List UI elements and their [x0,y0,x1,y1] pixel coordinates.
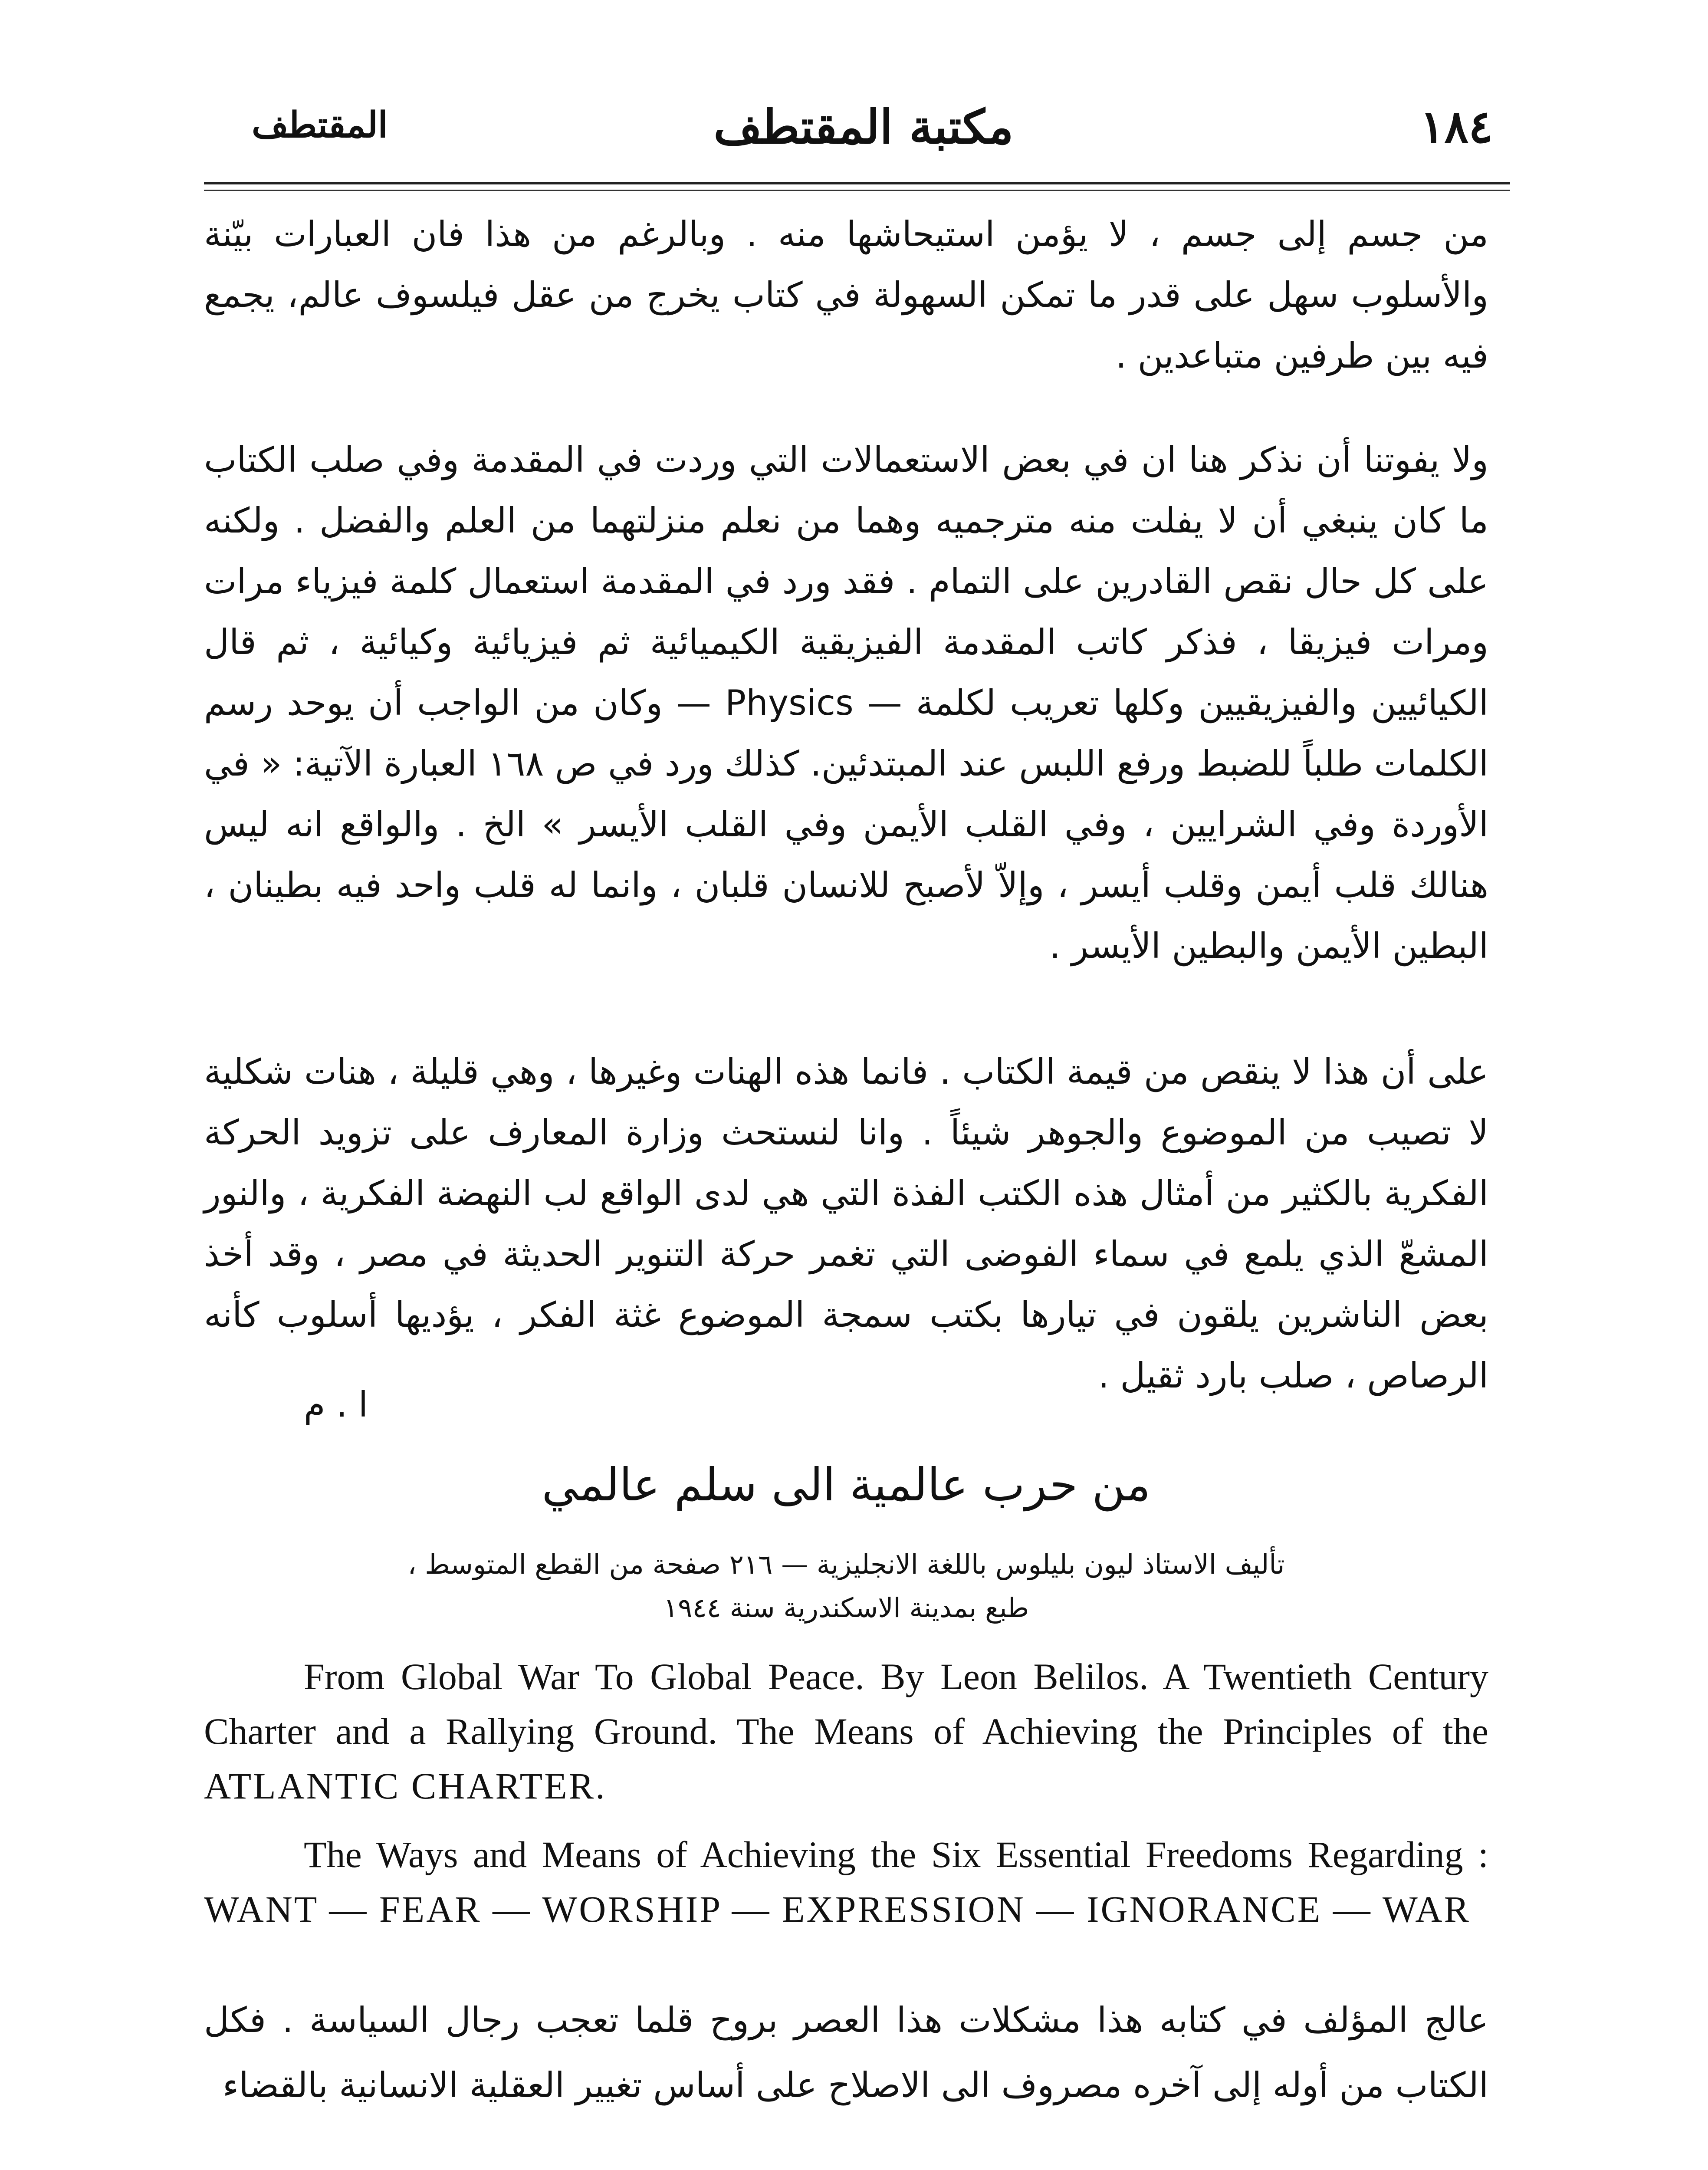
page-header [234,100,1493,169]
english-paragraph-1 [204,1649,1488,1813]
review1-paragraph-3: على أن هذا لا ينقص من قيمة الكتاب . فانما هذه الهنات وغيرها ، وهي قليلة ، هنات شكلية لا تصيب من الموضوع والجوهر شيئاً . وانا لنستحث وزارة المعارف على تزويد الحركة الفكرية بالكثير من أمثال هذه الكتب الفذة التي هي لدى الواقع لب النهضة الفكرية ، والنور المشعّ الذي يلمع في سماء الفوضى التي تغمر حركة التنوير الحديثة في مصر ، وقد أخذ بعض الناشرين يلقون في تيارها بكتب سمجة الموضوع غثة الفكر ، يؤديها أسلوب كأنه الرصاص ، صلب بارد ثقيل . [204,1052,1488,1396]
book-meta-line-1: تأليف الاستاذ ليون بليلوس باللغة الانجليزية — ٢١٦ صفحة من القطع المتوسط ، [407,1549,1285,1580]
review1-paragraph-1: من جسم إلى جسم ، لا يؤمن استيحاشها منه . وبالرغم من هذا فان العبارات بيّنة والأسلوب سهل على قدر ما تمكن السهولة في كتاب يخرج من عقل فيلسوف عالم، يجمع فيه بين طرفين متباعدين . [204,214,1488,376]
book-title-arabic: من حرب عالمية الى سلم عالمي [542,1458,1151,1511]
running-title: مكتبة المقتطف [713,100,1014,155]
english-paragraph-2-caps: WANT — FEAR — WORSHIP — EXPRESSION — IGNORANCE — WAR [204,1888,1471,1930]
book-meta-line-2: طبع بمدينة الاسكندرية سنة ١٩٤٤ [663,1592,1029,1624]
section-title: المقتطف [252,104,388,146]
book-meta [204,1543,1488,1630]
review-signature: ا . م [304,1384,368,1425]
english-paragraph-2 [204,1827,1488,1937]
review1-paragraph-2: ولا يفوتنا أن نذكر هنا ان في بعض الاستعمالات التي وردت في المقدمة وفي صلب الكتاب ما كان ينبغي أن لا يفلت منه مترجميه وهما من نعلم منزلتهما من العلم والفضل . ولكنه على كل حال نقص القادرين على التمام . فقد ورد في المقدمة استعمال كلمة فيزياء مرات ومرات فيزيقا ، فذكر كاتب المقدمة الفيزيقية الكيميائية ثم فيزيائية وكيائية ، ثم قال الكيائيين والفيزيقيين وكلها تعريب لكلمة — Physics — وكان من الواجب أن يوحد رسم الكلمات طلباً للضبط ورفع اللبس عند المبتدئين. كذلك ورد في ص ١٦٨ العبارة الآتية: « في الأوردة وفي الشرايين ، وفي القلب الأيمن وفي القلب الأيسر » الخ . والواقع انه ليس هنالك قلب أيمن وقلب أيسر ، وإلاّ لأصبح للانسان قلبان ، وانما له قلب واحد فيه بطينان ، البطين الأيمن والبطين الأيسر . [204,440,1489,966]
review2-arabic-paragraph: عالج المؤلف في كتابه هذا مشكلات هذا العصر بروح قلما تعجب رجال السياسة . فكل الكتاب من أوله إلى آخره مصروف الى الاصلاح على أساس تغيير العقلية الانسانية بالقضاء [204,2000,1488,2105]
english-paragraph-1-caps: ATLANTIC CHARTER. [204,1765,607,1807]
page-number: ١٨٤ [1420,100,1493,153]
english-paragraph-2-text: The Ways and Means of Achieving the Six Essential Freedoms Regarding : [304,1834,1488,1875]
header-rule [204,182,1510,184]
english-paragraph-1-text: From Global War To Global Peace. By Leon Belilos. A Twentieth Century Charter and a Rallying Ground. The Means of Achieving the Principles of the [204,1656,1488,1752]
